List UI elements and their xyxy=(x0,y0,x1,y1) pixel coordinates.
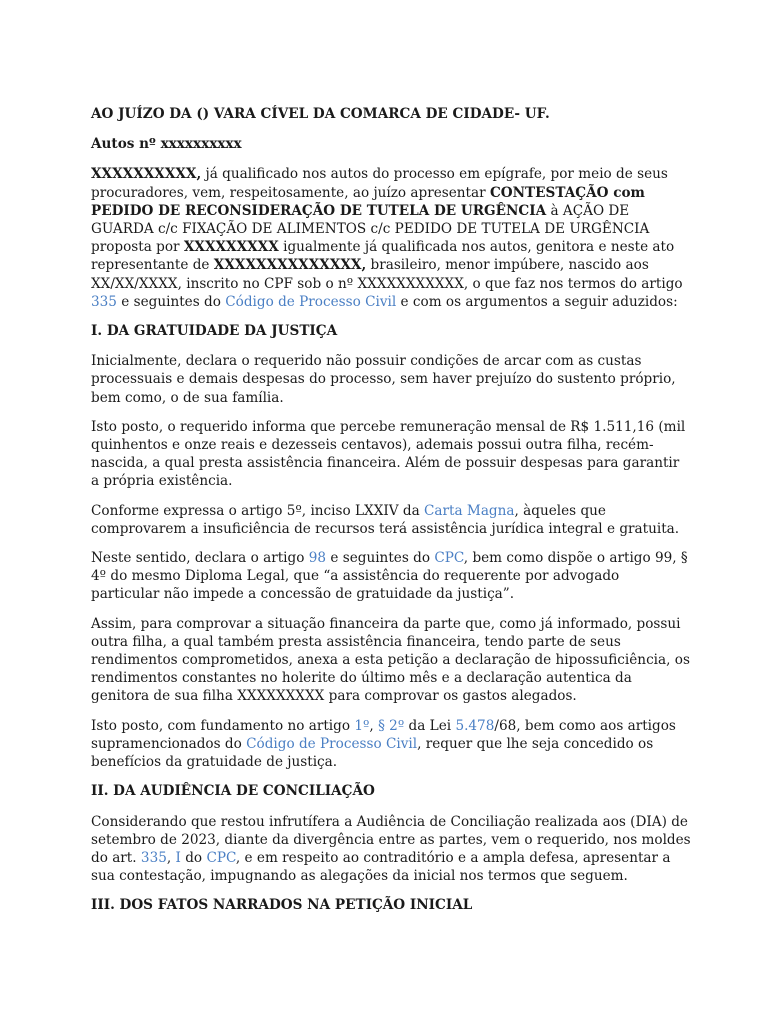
section-heading-gratuidade: I. DA GRATUIDADE DA JUSTIÇA xyxy=(91,323,338,340)
defendant-name: XXXXXXXXXX, xyxy=(91,166,202,183)
paragraph-gratuidade-5: Assim, para comprovar a situação financeira da parte que, como já informado, possui outra filha, a qual também presta assistência financeira, tendo parte de seus rendimentos comprometidos, anexa a esta petição a declaração de hipossuficiência, os rendimentos constantes no holerite do último mês e a declaração autentica da genitora de sua filha XXXXXXXXX para comprovar os gastos alegados. xyxy=(91,615,690,705)
link-paragrafo-2[interactable]: § 2º xyxy=(378,717,405,734)
contestation-title: CONTESTAÇÃO com PEDIDO DE RECONSIDERAÇÃO DE TUTELA DE URGÊNCIA xyxy=(91,184,645,219)
link-carta-magna[interactable]: Carta Magna xyxy=(424,502,515,519)
court-heading: AO JUÍZO DA () VARA CÍVEL DA COMARCA DE CIDADE- UF. xyxy=(91,106,550,122)
section-heading-fatos: III. DOS FATOS NARRADOS NA PETIÇÃO INICIAL xyxy=(91,897,473,914)
link-codigo-processo-civil[interactable]: Código de Processo Civil xyxy=(225,293,397,310)
link-art-335[interactable]: 335 xyxy=(140,849,167,866)
minor-name: XXXXXXXXXXXXXX, xyxy=(213,257,367,274)
link-artigo-335[interactable]: 335 xyxy=(91,293,117,310)
link-inciso-i[interactable]: I xyxy=(175,849,181,866)
intro-paragraph: XXXXXXXXXX, já qualificado nos autos do processo em epígrafe, por meio de seus procuradores, vem, respeitosamente, ao juízo apresentar CONTESTAÇÃO com PEDIDO DE RECONSIDERAÇÃO DE TUTELA DE URGÊNCIA à AÇÃO DE GUARDA c/c FIXAÇÃO DE ALIMENTOS c/c PEDIDO DE TUTELA DE URGÊNCIA proposta por XXXXXXXXX igualmente já qualificada nos autos, genitora e neste ato representante de XXXXXXXXXXXXXX, brasileiro, menor impúbere, nascido aos XX/XX/XXXX, inscrito no CPF sob o nº XXXXXXXXXXX, o que faz nos termos do artigo 335 e seguintes do Código de Processo Civil e com os argumentos a seguir aduzidos: xyxy=(91,166,683,310)
link-artigo-1[interactable]: 1º xyxy=(354,717,370,734)
paragraph-gratuidade-2: Isto posto, o requerido informa que percebe remuneração mensal de R$ 1.511,16 (mil quinhentos e onze reais e dezesseis centavos), ademais possui outra filha, recém-nascida, a qual presta assistência financeira. Além de possuir despesas para garantir a própria existência. xyxy=(91,418,686,490)
link-cpc[interactable]: CPC xyxy=(434,550,464,567)
paragraph-gratuidade-4: Neste sentido, declara o artigo 98 e seguintes do CPC, bem como dispõe o artigo 99, § 4º do mesmo Diploma Legal, que “a assistência do requerente por advogado particular não impede a concessão de gratuidade da justiça”. xyxy=(91,550,688,603)
paragraph-gratuidade-6: Isto posto, com fundamento no artigo 1º, § 2º da Lei 5.478/68, bem como aos artigos supramencionados do Código de Processo Civil, requer que lhe seja concedido os benefícios da gratuidade de justiça. xyxy=(91,717,676,771)
document-body xyxy=(91,105,691,927)
link-lei-5478[interactable]: 5.478 xyxy=(455,717,495,734)
paragraph-audiencia-1: Considerando que restou infrutífera a Audiência de Conciliação realizada aos (DIA) de setembro de 2023, diante da divergência entre as partes, vem o requerido, nos moldes do art. 335, I do CPC, e em respeito ao contraditório e a ampla defesa, apresentar a sua contestação, impugnando as alegações da inicial nos termos que seguem. xyxy=(91,813,691,885)
link-codigo-processo-civil-2[interactable]: Código de Processo Civil xyxy=(246,735,418,752)
plaintiff-name: XXXXXXXXX xyxy=(183,239,279,256)
section-heading-audiencia: II. DA AUDIÊNCIA DE CONCILIAÇÃO xyxy=(91,783,375,800)
paragraph-gratuidade-1: Inicialmente, declara o requerido não possuir condições de arcar com as custas processuais e demais despesas do processo, sem haver prejuízo do sustento próprio, bem como, o de sua família. xyxy=(91,353,676,406)
link-cpc-2[interactable]: CPC xyxy=(206,849,236,866)
paragraph-gratuidade-3: Conforme expressa o artigo 5º, inciso LXXIV da Carta Magna, àqueles que comprovarem a insuficiência de recursos terá assistência jurídica integral e gratuita. xyxy=(91,502,680,537)
link-artigo-98[interactable]: 98 xyxy=(308,550,327,567)
case-number: Autos nº xxxxxxxxxx xyxy=(91,136,242,153)
